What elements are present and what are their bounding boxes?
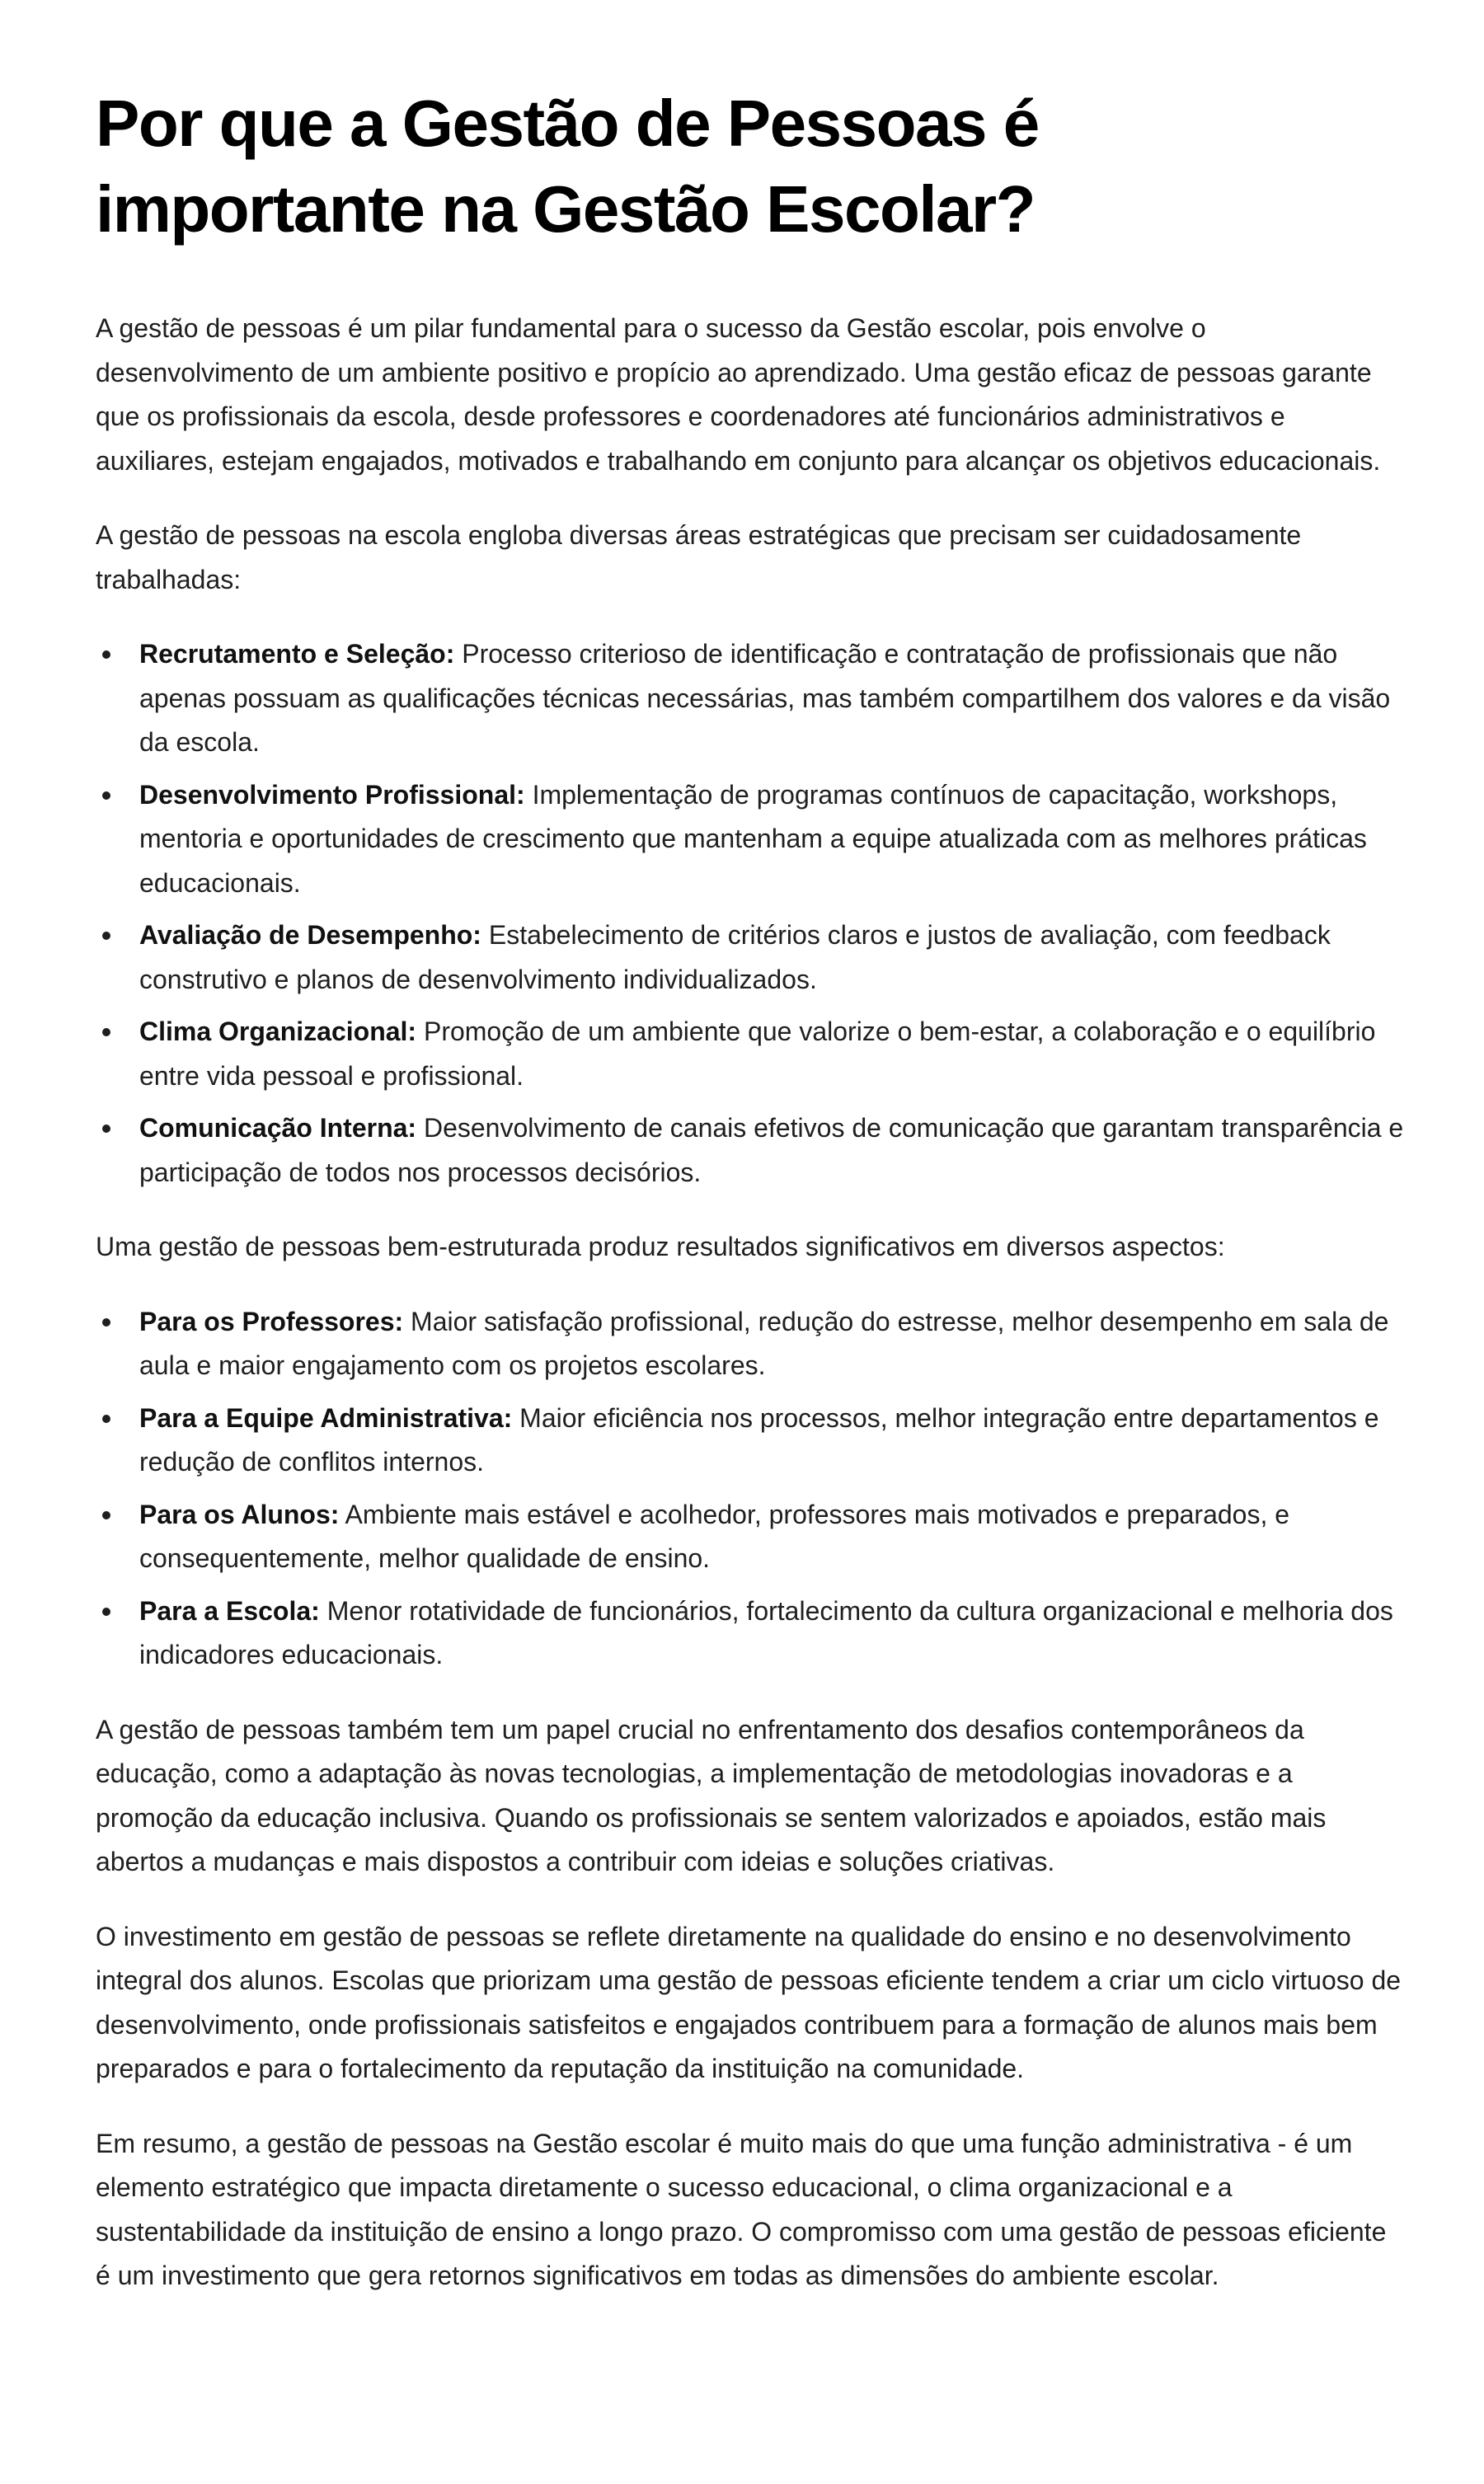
list-item: [96, 1010, 1407, 1098]
list-item-text: Maior satisfação profissional, redução do estresse, melhor desempenho em sala de aula e maior engajamento com os projetos escolares.: [139, 1306, 1389, 1380]
list-item: [96, 1300, 1407, 1388]
intro-paragraph: A gestão de pessoas é um pilar fundamental para o sucesso da Gestão escolar, pois envolve o desenvolvimento de um ambiente positivo e propício ao aprendizado. Uma gestão eficaz de pessoas garante que os profissionais da escola, desde professores e coordenadores até funcionários administrativos e auxiliares, estejam engajados, motivados e trabalhando em conjunto para alcançar os objetivos educacionais.: [96, 313, 1381, 476]
list-item-term: Desenvolvimento Profissional:: [139, 779, 525, 810]
list-item-text: Implementação de programas contínuos de capacitação, workshops, mentoria e oportunidades de crescimento que mantenham a equipe atualizada com as melhores práticas educacionais.: [139, 779, 1367, 898]
challenges-paragraph: A gestão de pessoas também tem um papel crucial no enfrentamento dos desafios contemporâneos da educação, como a adaptação às novas tecnologias, a implementação de metodologias inovadoras e a promoção da educação inclusiva. Quando os profissionais se sentem valorizados e apoiados, estão mais abertos a mudanças e mais dispostos a contribuir com ideias e soluções criativas.: [96, 1714, 1327, 1876]
page-title-line: Por que a Gestão de Pessoas é: [96, 87, 1039, 160]
results-intro-paragraph: Uma gestão de pessoas bem-estruturada produz resultados significativos em diversos aspectos:: [96, 1232, 1225, 1261]
list-item: [96, 1106, 1407, 1195]
list-item: [96, 632, 1407, 765]
list-item-term: Avaliação de Desempenho:: [139, 920, 481, 950]
list-item: [96, 1589, 1407, 1678]
list-item-term: Recrutamento e Seleção:: [139, 639, 455, 669]
areas-intro-paragraph: A gestão de pessoas na escola engloba diversas áreas estratégicas que precisam ser cuidadosamente trabalhadas:: [96, 520, 1302, 594]
list-item-text: Menor rotatividade de funcionários, fortalecimento da cultura organizacional e melhoria dos indicadores educacionais.: [139, 1595, 1393, 1669]
page-title: [96, 81, 1407, 252]
list-item-text: Desenvolvimento de canais efetivos de comunicação que garantam transparência e participação de todos nos processos decisórios.: [139, 1113, 1404, 1187]
results-list: [96, 1300, 1407, 1678]
article: [96, 81, 1407, 2329]
page-title-line: importante na Gestão Escolar?: [96, 172, 1036, 246]
list-item-text: Ambiente mais estável e acolhedor, professores mais motivados e preparados, e consequentemente, melhor qualidade de ensino.: [139, 1499, 1290, 1573]
list-item-term: Clima Organizacional:: [139, 1017, 417, 1046]
list-item-text: Maior eficiência nos processos, melhor integração entre departamentos e redução de conflitos internos.: [139, 1402, 1379, 1477]
list-item-term: Para a Equipe Administrativa:: [139, 1402, 513, 1433]
list-item-text: Estabelecimento de critérios claros e justos de avaliação, com feedback construtivo e planos de desenvolvimento individualizados.: [139, 920, 1331, 994]
list-item-term: Para os Professores:: [139, 1306, 404, 1336]
list-item-term: Comunicação Interna:: [139, 1113, 417, 1143]
list-item: [96, 773, 1407, 906]
list-item: [96, 913, 1407, 1002]
summary-paragraph: Em resumo, a gestão de pessoas na Gestão escolar é muito mais do que uma função administrativa - é um elemento estratégico que impacta diretamente o sucesso educacional, o clima organizacional e a sustentabilidade da instituição de ensino a longo prazo. O compromisso com uma gestão de pessoas eficiente é um investimento que gera retornos significativos em todas as dimensões do ambiente escolar.: [96, 2128, 1387, 2290]
list-item-text: Processo criterioso de identificação e contratação de profissionais que não apenas possuam as qualificações técnicas necessárias, mas também compartilhem dos valores e da visão da escola.: [139, 639, 1391, 757]
list-item-text: Promoção de um ambiente que valorize o bem-estar, a colaboração e o equilíbrio entre vida pessoal e profissional.: [139, 1017, 1376, 1091]
list-item: [96, 1397, 1407, 1485]
list-item: [96, 1493, 1407, 1581]
strategic-areas-list: [96, 632, 1407, 1195]
list-item-term: Para os Alunos:: [139, 1499, 340, 1529]
investment-paragraph: O investimento em gestão de pessoas se reflete diretamente na qualidade do ensino e no desenvolvimento integral dos alunos. Escolas que priorizam uma gestão de pessoas eficiente tendem a criar um ciclo virtuoso de desenvolvimento, onde profissionais satisfeitos e engajados contribuem para a formação de alunos mais bem preparados e para o fortalecimento da reputação da instituição na comunidade.: [96, 1921, 1402, 2083]
list-item-term: Para a Escola:: [139, 1595, 320, 1626]
